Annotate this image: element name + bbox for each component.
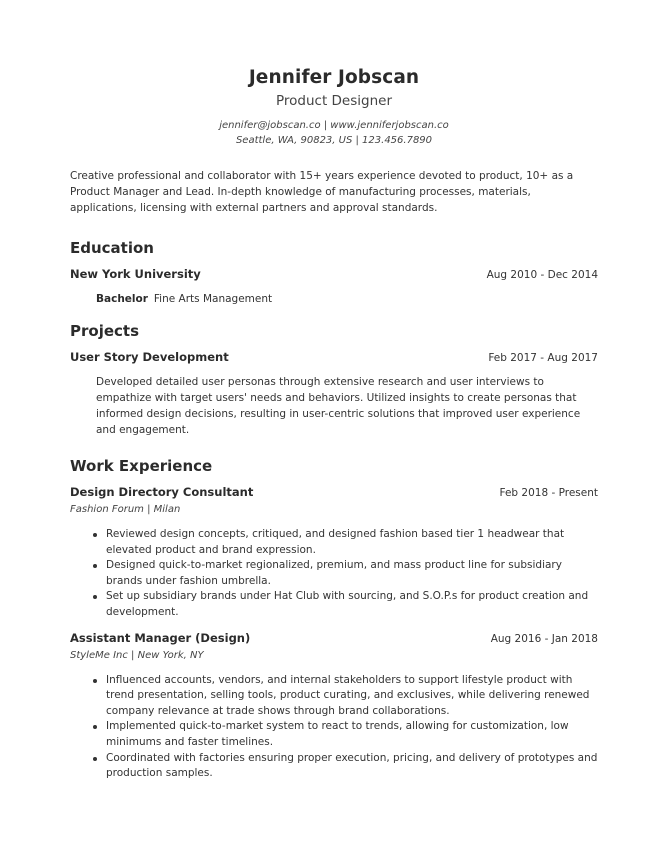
candidate-role: Product Designer	[275, 93, 392, 109]
degree-line	[96, 291, 598, 307]
education-section	[70, 238, 598, 307]
job-role: Assistant Manager (Design)	[70, 630, 251, 645]
education-heading: Education	[70, 239, 154, 257]
job-bullet: Implemented quick-to-market system to react to trends, allowing for customization, low minimums and faster timelines.	[106, 719, 598, 750]
job-bullets	[70, 673, 598, 782]
job-entry	[70, 630, 598, 782]
projects-heading: Projects	[70, 322, 140, 340]
project-dates: Feb 2017 - Aug 2017	[488, 352, 598, 364]
job-company: StyleMe Inc | New York, NY	[70, 649, 204, 661]
contact-line-location-phone: Seattle, WA, 90823, US | 123.456.7890	[235, 135, 433, 146]
contact-line-email-website: jennifer@jobscan.co | www.jenniferjobscan.co	[219, 120, 449, 131]
job-entry	[70, 484, 598, 621]
job-company: Fashion Forum | Milan	[70, 504, 181, 515]
school-name: New York University	[70, 267, 201, 281]
candidate-name: Jennifer Jobscan	[248, 67, 420, 88]
job-entry-header	[70, 630, 598, 648]
job-entry-header	[70, 484, 598, 502]
job-dates: Aug 2016 - Jan 2018	[490, 632, 598, 645]
degree-field: Fine Arts Management	[153, 293, 273, 305]
resume-header	[70, 0, 598, 148]
projects-section	[70, 321, 598, 438]
job-bullet: Coordinated with factories ensuring proper execution, pricing, and delivery of prototypes and production samples.	[106, 751, 598, 782]
project-entry-header	[70, 349, 598, 367]
job-bullet: Influenced accounts, vendors, and internal stakeholders to support lifestyle product with trend presentation, selling tools, product curating, and exclusives, while delivering renewed company relevance at trade shows through brand collaborations.	[106, 673, 598, 720]
education-entry-header	[70, 266, 598, 284]
project-name: User Story Development	[70, 350, 229, 364]
job-bullet: Reviewed design concepts, critiqued, and designed fashion based tier 1 headwear that elevated product and brand expression.	[106, 527, 598, 558]
professional-summary: Creative professional and collaborator with 15+ years experience devoted to product, 10+ as a Product Manager and Lead. In-depth knowledge of manufacturing processes, materials, applications, licensing with external partners and approval standards.	[70, 170, 574, 214]
education-dates: Aug 2010 - Dec 2014	[486, 269, 598, 281]
job-dates: Feb 2018 - Present	[499, 487, 598, 499]
degree-label: Bachelor	[96, 293, 148, 305]
job-bullet: Designed quick-to-market regionalized, premium, and mass product line for subsidiary brands under fashion umbrella.	[106, 558, 598, 589]
project-description: Developed detailed user personas through extensive research and user interviews to empathize with target users' needs and behaviors. Utilized insights to create personas that informed design decisions, resulting in user-centric solutions that improved user experience and engagement.	[96, 376, 581, 436]
work-experience-heading: Work Experience	[70, 457, 213, 475]
work-experience-section	[70, 456, 598, 782]
job-role: Design Directory Consultant	[70, 485, 254, 499]
contact-info	[70, 118, 598, 148]
job-bullets	[70, 527, 598, 621]
job-bullet: Set up subsidiary brands under Hat Club with sourcing, and S.O.P.s for product creation and development.	[106, 589, 598, 620]
